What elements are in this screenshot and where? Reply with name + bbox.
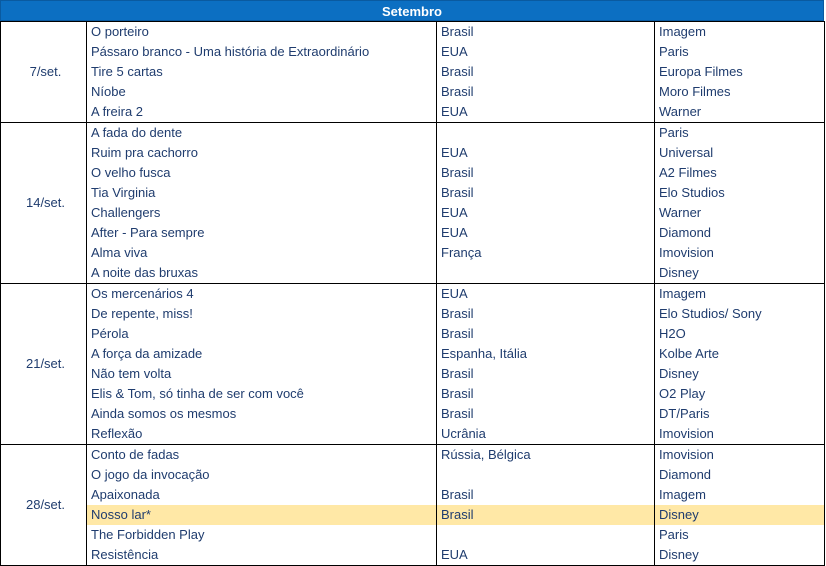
movie-title-cell: After - Para sempre (87, 223, 437, 243)
country-cell (437, 263, 655, 284)
table-row (1, 505, 825, 525)
country-cell: Brasil (437, 324, 655, 344)
release-date: 7/set. (1, 22, 87, 123)
distributor-cell: Paris (655, 123, 825, 144)
country-cell: Brasil (437, 22, 655, 43)
movie-title-cell: Conto de fadas (87, 445, 437, 466)
distributor-cell: Warner (655, 102, 825, 123)
country-cell (437, 525, 655, 545)
distributor-cell: Elo Studios (655, 183, 825, 203)
movie-title-cell: O jogo da invocação (87, 465, 437, 485)
country-cell: Brasil (437, 163, 655, 183)
distributor-cell: Disney (655, 364, 825, 384)
table-row (1, 243, 825, 263)
table-row (1, 163, 825, 183)
table-row (1, 284, 825, 305)
table-row (1, 203, 825, 223)
distributor-cell: Diamond (655, 223, 825, 243)
country-cell: Ucrânia (437, 424, 655, 445)
distributor-cell: Imovision (655, 445, 825, 466)
distributor-cell: Europa Filmes (655, 62, 825, 82)
country-cell: Brasil (437, 485, 655, 505)
country-cell: Brasil (437, 304, 655, 324)
distributor-cell: Paris (655, 525, 825, 545)
table-row (1, 22, 825, 43)
movie-title-cell: A freira 2 (87, 102, 437, 123)
table-row (1, 183, 825, 203)
movie-title-cell: Ainda somos os mesmos (87, 404, 437, 424)
distributor-cell: Imagem (655, 22, 825, 43)
table-row (1, 62, 825, 82)
country-cell (437, 123, 655, 144)
movie-title-cell: Apaixonada (87, 485, 437, 505)
country-cell: EUA (437, 143, 655, 163)
movie-title-cell: A força da amizade (87, 344, 437, 364)
country-cell: Rússia, Bélgica (437, 445, 655, 466)
country-cell: EUA (437, 284, 655, 305)
table-row (1, 344, 825, 364)
country-cell: Brasil (437, 505, 655, 525)
country-cell: Brasil (437, 62, 655, 82)
distributor-cell: Imovision (655, 243, 825, 263)
table-row (1, 424, 825, 445)
table-row (1, 42, 825, 62)
distributor-cell: Kolbe Arte (655, 344, 825, 364)
distributor-cell: O2 Play (655, 384, 825, 404)
distributor-cell: Paris (655, 42, 825, 62)
distributor-cell: A2 Filmes (655, 163, 825, 183)
movie-title-cell: Reflexão (87, 424, 437, 445)
distributor-cell: Disney (655, 545, 825, 566)
release-date: 28/set. (1, 445, 87, 566)
movie-title-cell: Pássaro branco - Uma história de Extraordinário (87, 42, 437, 62)
distributor-cell: Universal (655, 143, 825, 163)
release-date: 21/set. (1, 284, 87, 445)
distributor-cell: DT/Paris (655, 404, 825, 424)
movie-title-cell: O velho fusca (87, 163, 437, 183)
table-row (1, 404, 825, 424)
country-cell: EUA (437, 223, 655, 243)
movie-title-cell: Tia Virginia (87, 183, 437, 203)
movie-title-cell: Níobe (87, 82, 437, 102)
movie-title-cell: Não tem volta (87, 364, 437, 384)
distributor-cell: Imovision (655, 424, 825, 445)
distributor-cell: Elo Studios/ Sony (655, 304, 825, 324)
country-cell: Brasil (437, 384, 655, 404)
distributor-cell: Imagem (655, 284, 825, 305)
release-date: 14/set. (1, 123, 87, 284)
movie-title-cell: Nosso lar* (87, 505, 437, 525)
table-row (1, 304, 825, 324)
table-row (1, 82, 825, 102)
movie-title-cell: De repente, miss! (87, 304, 437, 324)
country-cell: EUA (437, 203, 655, 223)
country-cell (437, 465, 655, 485)
country-cell: EUA (437, 102, 655, 123)
movie-title-cell: Tire 5 cartas (87, 62, 437, 82)
country-cell: EUA (437, 42, 655, 62)
month-title: Setembro (0, 0, 824, 21)
table-row (1, 485, 825, 505)
movie-title-cell: Challengers (87, 203, 437, 223)
table-row (1, 263, 825, 284)
table-row (1, 102, 825, 123)
table-row (1, 384, 825, 404)
movie-title-cell: Pérola (87, 324, 437, 344)
release-table (0, 21, 825, 566)
distributor-cell: Imagem (655, 485, 825, 505)
distributor-cell: H2O (655, 324, 825, 344)
table-row (1, 525, 825, 545)
movie-title-cell: Alma viva (87, 243, 437, 263)
table-row (1, 123, 825, 144)
distributor-cell: Warner (655, 203, 825, 223)
distributor-cell: Disney (655, 263, 825, 284)
table-row (1, 445, 825, 466)
table-row (1, 223, 825, 243)
country-cell: Brasil (437, 364, 655, 384)
table-row (1, 545, 825, 566)
table-row (1, 324, 825, 344)
country-cell: Brasil (437, 404, 655, 424)
country-cell: França (437, 243, 655, 263)
country-cell: EUA (437, 545, 655, 566)
distributor-cell: Moro Filmes (655, 82, 825, 102)
movie-title-cell: Ruim pra cachorro (87, 143, 437, 163)
movie-title-cell: A fada do dente (87, 123, 437, 144)
country-cell: Brasil (437, 183, 655, 203)
country-cell: Brasil (437, 82, 655, 102)
distributor-cell: Disney (655, 505, 825, 525)
table-row (1, 364, 825, 384)
movie-title-cell: The Forbidden Play (87, 525, 437, 545)
table-row (1, 143, 825, 163)
movie-title-cell: Resistência (87, 545, 437, 566)
movie-title-cell: O porteiro (87, 22, 437, 43)
table-row (1, 465, 825, 485)
movie-title-cell: Elis & Tom, só tinha de ser com você (87, 384, 437, 404)
country-cell: Espanha, Itália (437, 344, 655, 364)
movie-title-cell: Os mercenários 4 (87, 284, 437, 305)
movie-title-cell: A noite das bruxas (87, 263, 437, 284)
distributor-cell: Diamond (655, 465, 825, 485)
